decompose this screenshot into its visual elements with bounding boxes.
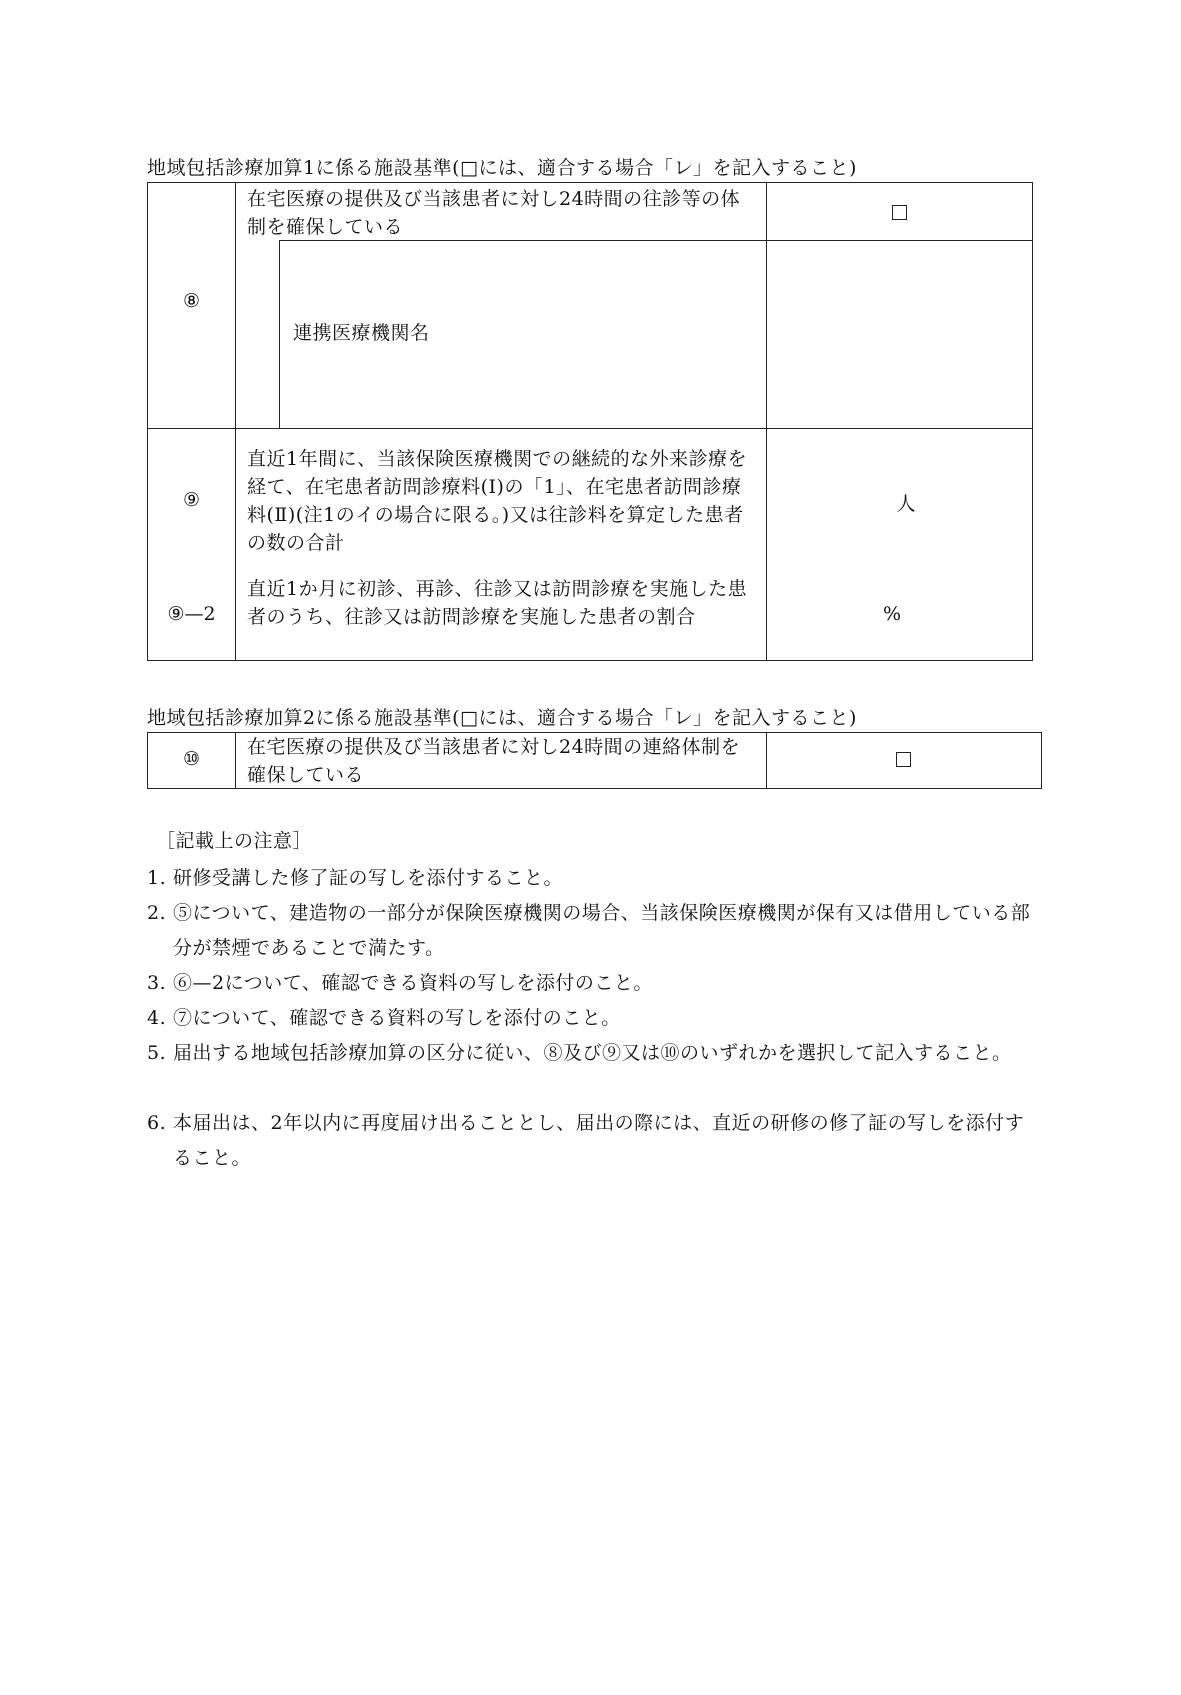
note-number: 1. bbox=[147, 867, 167, 889]
note-number: 4. bbox=[147, 1007, 167, 1029]
note-text: ⑤について、建造物の一部分が保険医療機関の場合、当該保険医療機関が保有又は借用している部分が禁煙であることで満たす。 bbox=[173, 902, 1031, 959]
row10-number: ⑩ bbox=[182, 748, 201, 770]
row9-2-number: ⑨—2 bbox=[167, 603, 216, 625]
row9-unit: 人 bbox=[896, 493, 916, 515]
row9-number: ⑨ bbox=[182, 489, 201, 511]
row10-checkbox[interactable] bbox=[896, 752, 911, 767]
row9-description: 直近1年間に、当該保険医療機関での継続的な外来診療を経て、在宅患者訪問診療料(Ⅰ)の「1」、在宅患者訪問診療料(Ⅱ)(注1のイの場合に限る。)又は往診料を算定した患者の数の合計 bbox=[247, 448, 748, 554]
notes-title: ［記載上の注意］ bbox=[156, 830, 313, 852]
row8-checkbox[interactable] bbox=[892, 205, 907, 220]
section1-heading: 地域包括診療加算1に係る施設基準(□には、適合する場合「レ」を記入すること) bbox=[147, 157, 857, 179]
row9-2-unit: % bbox=[882, 603, 902, 625]
note-text: ⑥—2について、確認できる資料の写しを添付のこと。 bbox=[173, 972, 653, 994]
facility-standards-table-1 bbox=[147, 182, 1033, 661]
row8-sub-label: 連携医療機関名 bbox=[293, 322, 430, 344]
note-text: 研修受講した修了証の写しを添付すること。 bbox=[173, 867, 564, 889]
row8-requirement: 在宅医療の提供及び当該患者に対し24時間の往診等の体制を確保している bbox=[247, 188, 741, 238]
note-number: 3. bbox=[147, 972, 167, 994]
note-number: 5. bbox=[147, 1042, 167, 1064]
note-text: 届出する地域包括診療加算の区分に従い、⑧及び⑨又は⑩のいずれかを選択して記入すること。 bbox=[173, 1042, 1012, 1064]
row9-2-description: 直近1か月に初診、再診、往診又は訪問診療を実施した患者のうち、往診又は訪問診療を実施した患者の割合 bbox=[247, 578, 748, 628]
note-number: 2. bbox=[147, 902, 167, 924]
note-text: ⑦について、確認できる資料の写しを添付のこと。 bbox=[173, 1007, 621, 1029]
note-number: 6. bbox=[147, 1112, 167, 1134]
section2-heading: 地域包括診療加算2に係る施設基準(□には、適合する場合「レ」を記入すること) bbox=[147, 707, 857, 729]
facility-standards-table-2 bbox=[147, 732, 1042, 789]
note-text: 本届出は、2年以内に再度届け出ることとし、届出の際には、直近の研修の修了証の写しを添付すること。 bbox=[173, 1112, 1025, 1169]
row10-requirement: 在宅医療の提供及び当該患者に対し24時間の連絡体制を確保している bbox=[247, 736, 741, 786]
row8-number: ⑧ bbox=[182, 290, 201, 312]
